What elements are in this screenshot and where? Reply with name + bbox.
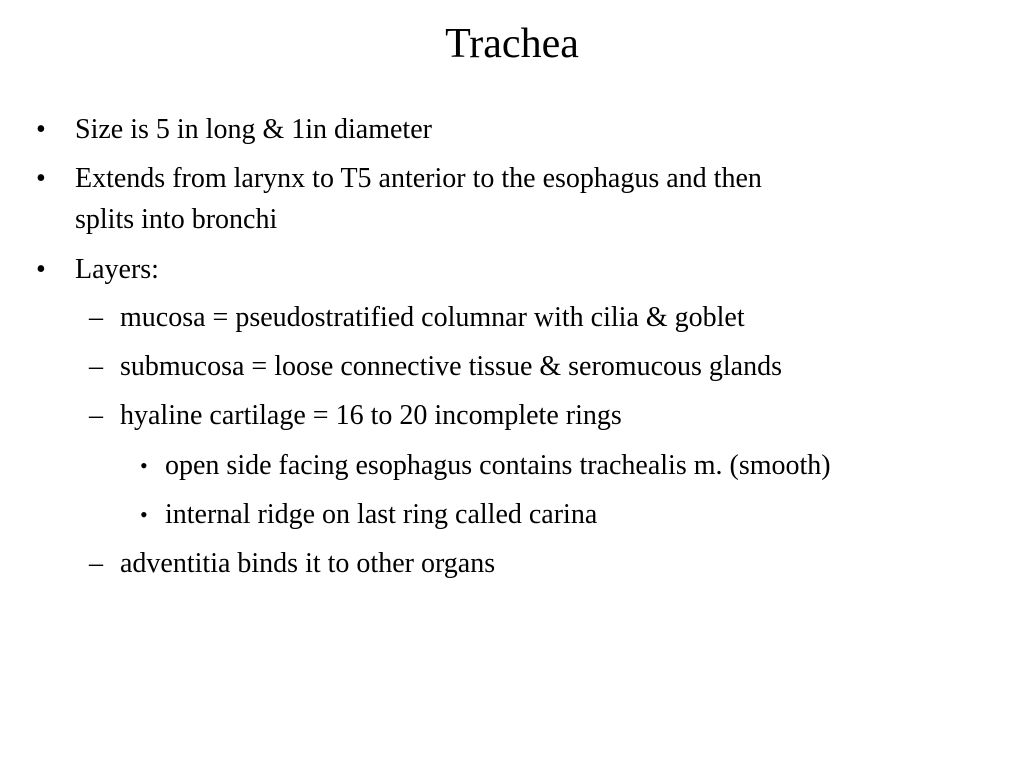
dash-marker: – [89,351,103,382]
bullet-marker: • [36,254,46,285]
dash-marker: – [89,302,103,333]
sub-item-mucosa: mucosa = pseudostratified columnar with cilia & goblet [120,302,745,333]
sub-item-hyaline-cartilage: hyaline cartilage = 16 to 20 incomplete rings [120,400,622,431]
sub-item-adventitia: adventitia binds it to other organs [120,548,496,579]
bullet-extends: Extends from larynx to T5 anterior to the esophagus and then [75,163,762,194]
sub-bullet-marker: • [140,453,148,478]
sub-sub-item-carina: internal ridge on last ring called carina [165,499,598,530]
dash-marker: – [89,400,103,431]
bullet-layers: Layers: [75,254,159,285]
sub-sub-item-open-side: open side facing esophagus contains trachealis m. (smooth) [165,450,831,481]
bullet-marker: • [36,163,46,194]
dash-marker: – [89,548,103,579]
slide-title: Trachea [445,21,579,67]
bullet-marker: • [36,114,46,145]
bullet-size: Size is 5 in long & 1in diameter [75,114,432,145]
sub-bullet-marker: • [140,502,148,527]
bullet-extends-continuation: splits into bronchi [75,204,278,235]
sub-item-submucosa: submucosa = loose connective tissue & seromucous glands [120,351,783,382]
